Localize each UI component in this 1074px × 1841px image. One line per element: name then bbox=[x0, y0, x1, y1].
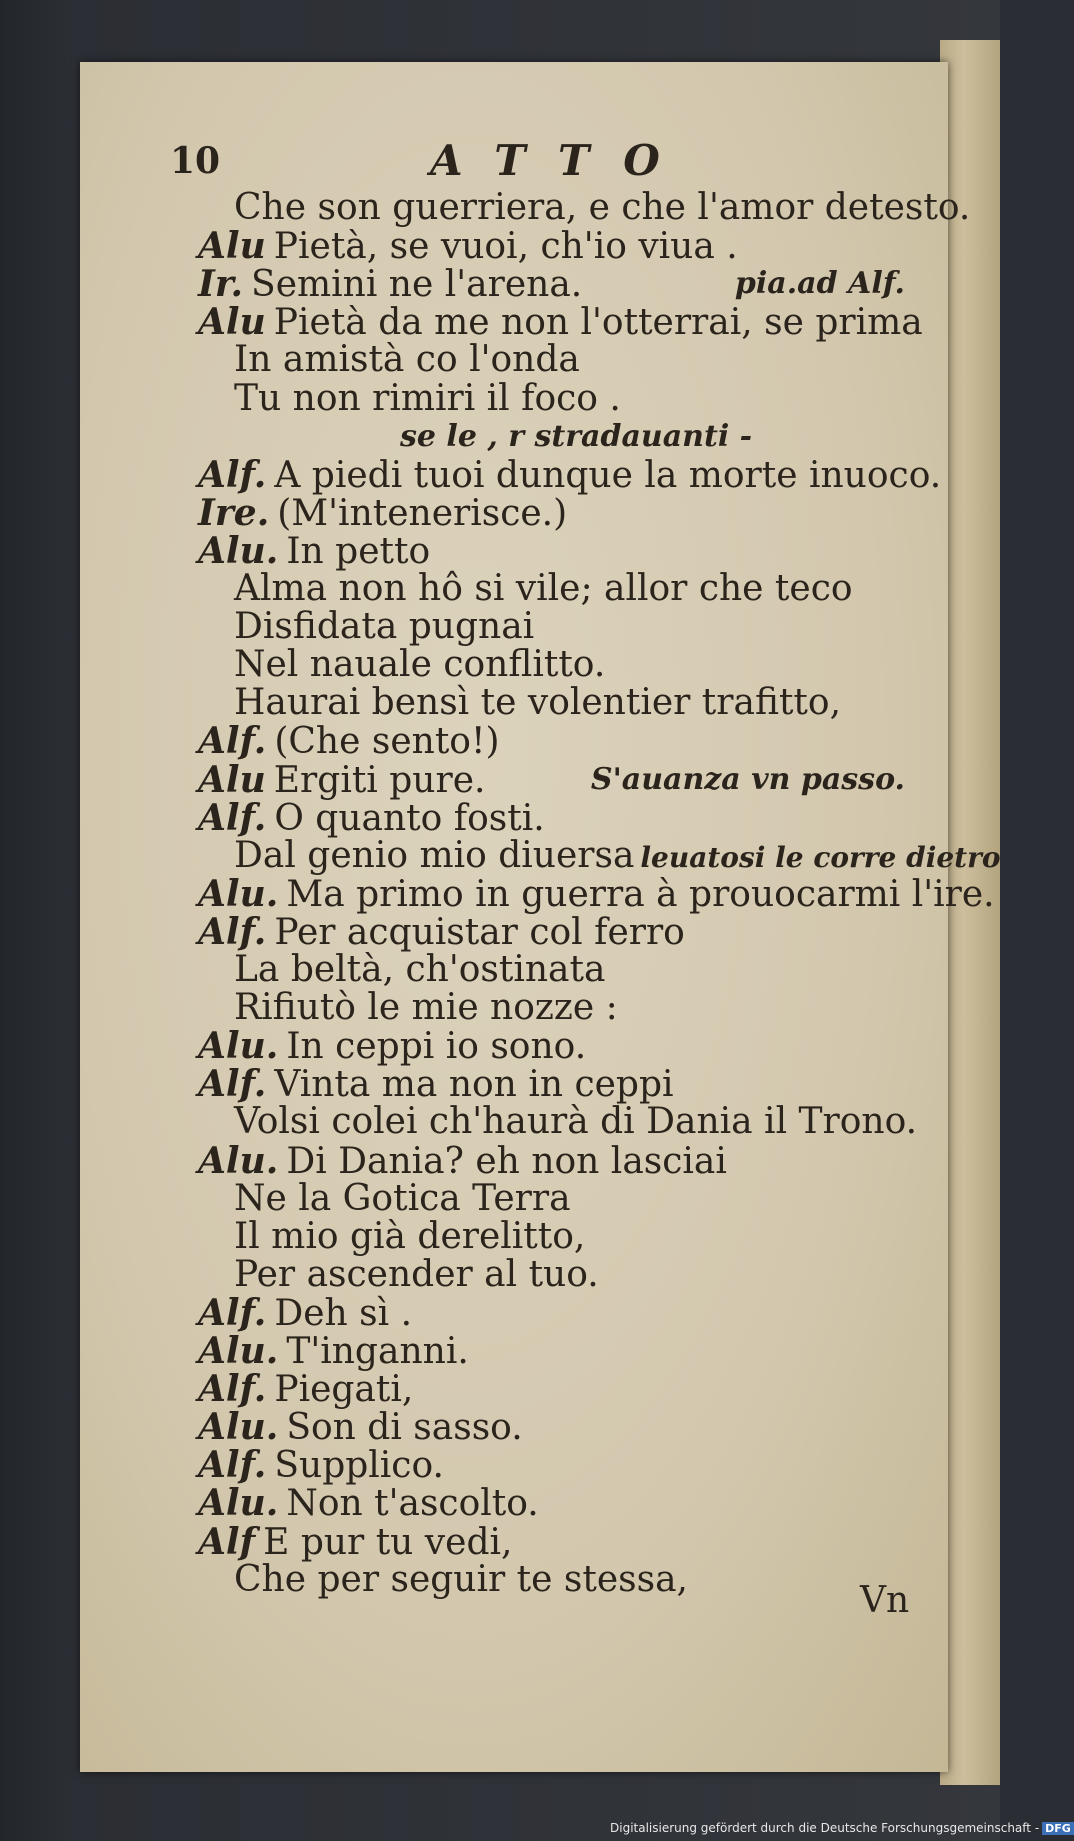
stage-direction: S'auanza vn passo. bbox=[590, 761, 905, 797]
verse-text: In amistà co l'onda bbox=[234, 339, 580, 381]
speaker-name: Alu bbox=[198, 225, 266, 268]
speaker-name: Alf. bbox=[198, 910, 267, 953]
verse-text: Ma primo in guerra à prouocarmi l'ire. bbox=[286, 873, 995, 915]
footer-text: Digitalisierung gefördert durch die Deutsche Forschungsgemeinschaft - bbox=[610, 1821, 1040, 1835]
speaker-name: Alf. bbox=[198, 1444, 267, 1487]
verse-text: E pur tu vedi, bbox=[263, 1521, 513, 1563]
verse-text: O quanto fosti. bbox=[274, 797, 545, 839]
verse-text: Che per seguir te stessa, bbox=[234, 1558, 688, 1600]
verse-line bbox=[198, 531, 430, 572]
speaker-name: Alf. bbox=[198, 796, 267, 839]
verse-line bbox=[198, 302, 923, 343]
verse-line bbox=[234, 645, 605, 685]
verse-line bbox=[198, 264, 582, 305]
verse-line bbox=[198, 912, 685, 953]
verse-text: Rifiutò le mie nozze : bbox=[234, 987, 618, 1029]
verse-text: Ne la Gotica Terra bbox=[234, 1177, 571, 1219]
speaker-name: Alu bbox=[198, 301, 266, 344]
verse-line bbox=[198, 1369, 413, 1410]
verse-line bbox=[198, 1331, 469, 1372]
verse-text: Volsi colei ch'haurà di Dania il Trono. bbox=[234, 1101, 918, 1143]
verse-text: Supplico. bbox=[274, 1445, 444, 1487]
verse-line bbox=[234, 1217, 585, 1257]
verse-text: A piedi tuoi dunque la morte inuoco. bbox=[274, 454, 942, 496]
verse-line bbox=[198, 1407, 523, 1448]
verse-text: In petto bbox=[286, 530, 431, 572]
verse-line bbox=[198, 760, 485, 801]
digitization-footer bbox=[610, 1821, 1074, 1835]
verse-text: Deh sì . bbox=[274, 1292, 413, 1334]
speaker-name: Alu. bbox=[198, 1139, 279, 1182]
verse-text: Tu non rimiri il foco . bbox=[234, 377, 621, 419]
verse-text: Semini ne l'arena. bbox=[251, 264, 583, 306]
verse-line bbox=[198, 721, 499, 762]
verse-line bbox=[198, 1522, 512, 1563]
verse-line bbox=[234, 379, 621, 419]
speaker-name: Ire. bbox=[198, 491, 270, 534]
verse-text: Piegati, bbox=[274, 1369, 414, 1411]
verse-line bbox=[198, 874, 995, 915]
speaker-name: Alu. bbox=[198, 1482, 279, 1525]
verse-line bbox=[234, 340, 580, 380]
speaker-name: Alu. bbox=[198, 1406, 279, 1449]
verse-text: Son di sasso. bbox=[286, 1407, 523, 1449]
verse-line bbox=[198, 1064, 674, 1105]
speaker-name: Alu. bbox=[198, 529, 279, 572]
verse-text: Vinta ma non in ceppi bbox=[274, 1064, 674, 1106]
speaker-name: Alf bbox=[198, 1520, 256, 1563]
verse-text: (M'intenerisce.) bbox=[277, 492, 568, 534]
verse-line bbox=[198, 226, 738, 267]
verse-text: Per acquistar col ferro bbox=[274, 911, 685, 953]
verse-line bbox=[234, 1179, 571, 1219]
verse-line bbox=[198, 798, 545, 839]
stage-direction: pia.ad Alf. bbox=[734, 266, 905, 302]
verse-line bbox=[234, 683, 841, 723]
verse-text: Per ascender al tuo. bbox=[234, 1253, 599, 1295]
speaker-name: Alu. bbox=[198, 872, 279, 915]
verse-text: Haurai bensì te volentier trafitto, bbox=[234, 682, 842, 724]
speaker-name: Alu bbox=[198, 758, 266, 801]
verse-line bbox=[234, 1102, 917, 1142]
verse-text: Disfidata pugnai bbox=[234, 606, 535, 648]
speaker-name: Alf. bbox=[198, 720, 267, 763]
verse-line bbox=[234, 1255, 599, 1295]
verse-text: Dal genio mio diuersa bbox=[234, 834, 635, 876]
verse-line bbox=[234, 950, 605, 990]
speaker-name: Alf. bbox=[198, 1291, 267, 1334]
running-title: ATTO bbox=[430, 136, 694, 185]
verse-text: Alma non hô si vile; allor che teco bbox=[234, 568, 853, 609]
speaker-name: Ir. bbox=[198, 263, 244, 306]
speaker-name: Alf. bbox=[198, 1063, 267, 1106]
verse-text: T'inganni. bbox=[286, 1331, 469, 1372]
verse-line bbox=[198, 455, 941, 496]
verse-line bbox=[198, 1141, 727, 1182]
verse-line bbox=[198, 1483, 539, 1524]
dfg-logo: DFG bbox=[1042, 1822, 1074, 1835]
page-number: 10 bbox=[170, 140, 221, 182]
verse-line bbox=[234, 836, 1001, 878]
verse-text: Pietà da me non l'otterrai, se prima bbox=[273, 302, 923, 344]
verse-text: Di Dania? eh non lasciai bbox=[286, 1140, 727, 1182]
verse-line bbox=[234, 569, 853, 609]
verse-line bbox=[234, 188, 970, 228]
stage-direction: se le , r stradauanti - bbox=[400, 418, 753, 454]
verse-line bbox=[234, 607, 534, 647]
speaker-name: Alu. bbox=[198, 1330, 279, 1372]
verse-text: Non t'ascolto. bbox=[286, 1483, 539, 1525]
verse-line bbox=[234, 1560, 688, 1600]
verse-text: In ceppi io sono. bbox=[286, 1026, 587, 1068]
verse-text: Pietà, se vuoi, ch'io viua . bbox=[273, 226, 738, 268]
catchword: Vn bbox=[860, 1580, 910, 1621]
speaker-name: Alu. bbox=[198, 1025, 279, 1068]
verse-text: Nel nauale conflitto. bbox=[234, 644, 606, 686]
speaker-name: Alf. bbox=[198, 1368, 267, 1411]
verse-line bbox=[198, 1445, 444, 1486]
verse-line bbox=[198, 1026, 586, 1067]
verse-line bbox=[198, 493, 567, 534]
verse-text: (Che sento!) bbox=[274, 721, 500, 763]
verse-line bbox=[198, 1293, 412, 1334]
verse-text: Che son guerriera, e che l'amor detesto. bbox=[234, 187, 971, 228]
verse-text: La beltà, ch'ostinata bbox=[234, 949, 606, 990]
verse-line bbox=[234, 988, 618, 1028]
verse-text: Il mio già derelitto, bbox=[234, 1215, 586, 1257]
stage-direction: leuatosi le corre dietro bbox=[640, 840, 1001, 874]
speaker-name: Alf. bbox=[198, 453, 267, 496]
verse-text: Ergiti pure. bbox=[273, 759, 486, 801]
